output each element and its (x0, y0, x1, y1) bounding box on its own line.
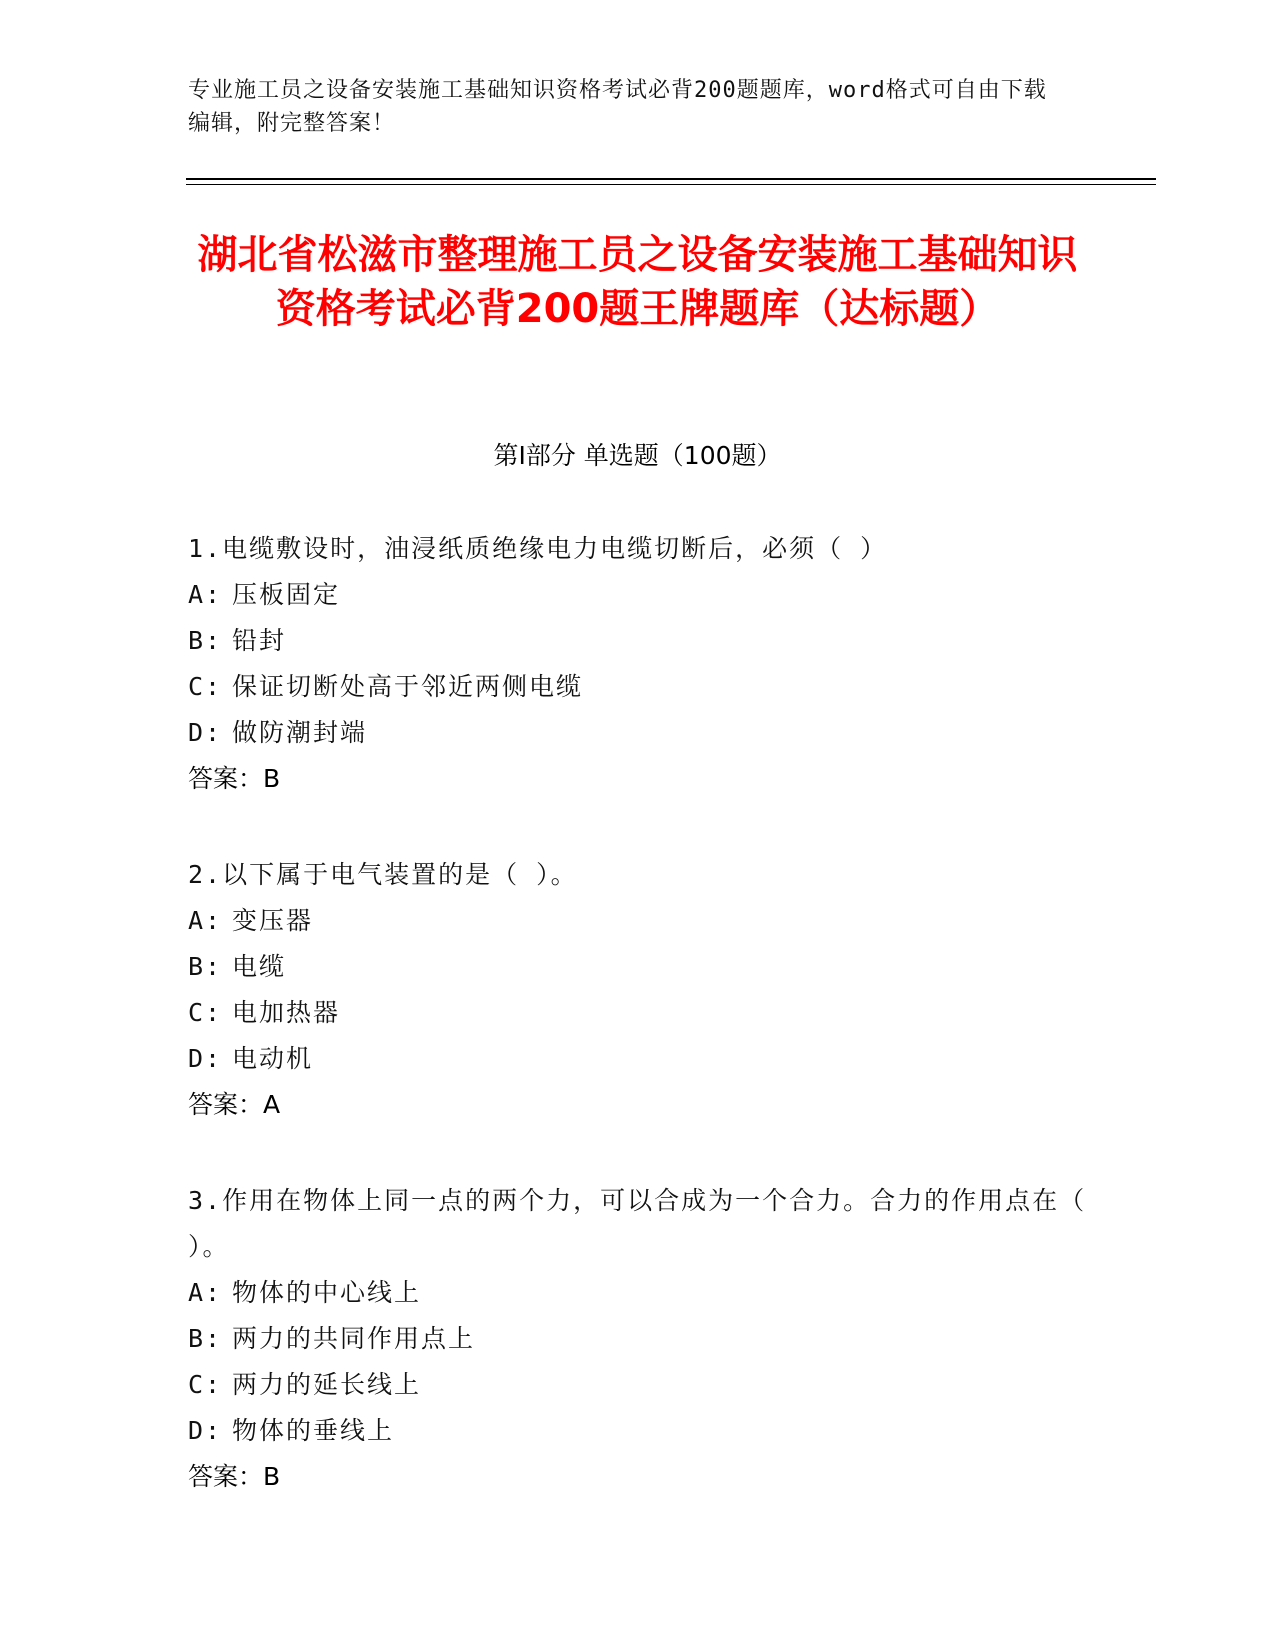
option-letter: C: (188, 998, 223, 1027)
option-text: 物体的垂线上 (232, 1416, 395, 1445)
question-3 (188, 1178, 1088, 1500)
option-text: 两力的共同作用点上 (232, 1324, 476, 1353)
question-stem: 2.以下属于电气装置的是（ ）。 (188, 860, 578, 889)
option-text: 电缆 (232, 952, 287, 981)
option-letter: A: (188, 906, 223, 935)
option-text: 变压器 (232, 906, 314, 935)
option-text: 两力的延长线上 (232, 1370, 422, 1399)
question-1 (188, 526, 1088, 802)
answer: 答案：A (188, 1090, 281, 1119)
option-letter: B: (188, 952, 223, 981)
option-text: 保证切断处高于邻近两侧电缆 (232, 672, 584, 701)
option-letter: A: (188, 580, 223, 609)
option-c (188, 1362, 1088, 1408)
document-title: 湖北省松滋市整理施工员之设备安装施工基础知识资格考试必背200题王牌题库（达标题） (197, 232, 1078, 332)
answer: 答案：B (188, 1462, 281, 1491)
option-letter: B: (188, 626, 223, 655)
option-a (188, 898, 1088, 944)
answer: 答案：B (188, 764, 281, 793)
option-letter: D: (188, 1044, 223, 1073)
option-d (188, 710, 1088, 756)
option-c (188, 664, 1088, 710)
option-letter: D: (188, 1416, 223, 1445)
header-divider-thin (186, 184, 1156, 185)
option-b (188, 944, 1088, 990)
option-c (188, 990, 1088, 1036)
option-text: 电动机 (232, 1044, 314, 1073)
option-a (188, 572, 1088, 618)
option-text: 铅封 (232, 626, 287, 655)
question-2 (188, 852, 1088, 1128)
option-text: 做防潮封端 (232, 718, 368, 747)
question-list (188, 526, 1088, 1550)
option-a (188, 1270, 1088, 1316)
option-letter: D: (188, 718, 223, 747)
question-stem: 3.作用在物体上同一点的两个力，可以合成为一个合力。合力的作用点在（ ）。 (188, 1186, 1087, 1261)
question-stem: 1.电缆敷设时，油浸纸质绝缘电力电缆切断后，必须（ ） (188, 534, 888, 563)
option-text: 电加热器 (232, 998, 341, 1027)
section-title: 第Ⅰ部分 单选题（100题） (493, 441, 782, 470)
option-text: 压板固定 (232, 580, 341, 609)
option-b (188, 618, 1088, 664)
option-letter: A: (188, 1278, 223, 1307)
option-letter: B: (188, 1324, 223, 1353)
option-d (188, 1036, 1088, 1082)
header-note: 专业施工员之设备安装施工基础知识资格考试必背200题题库，word格式可自由下载编辑，附完整答案！ (188, 78, 1047, 136)
option-letter: C: (188, 672, 223, 701)
header-divider-thick (186, 178, 1156, 180)
option-b (188, 1316, 1088, 1362)
option-d (188, 1408, 1088, 1454)
option-text: 物体的中心线上 (232, 1278, 422, 1307)
option-letter: C: (188, 1370, 223, 1399)
